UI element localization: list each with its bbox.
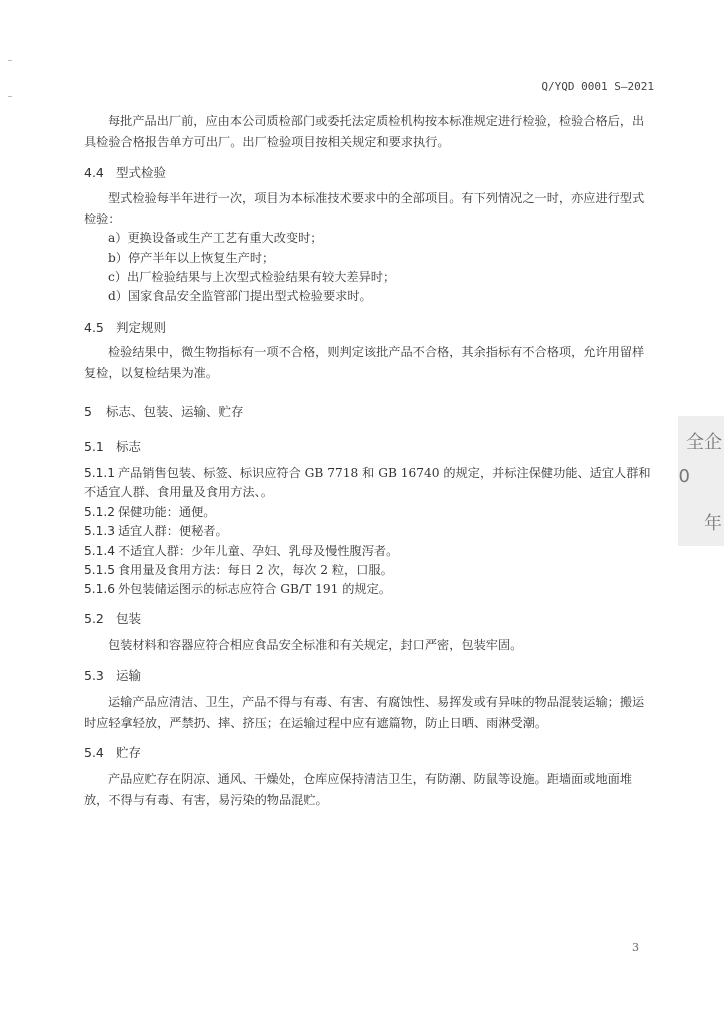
section-5-3-paragraph: 运输产品应清洁、卫生，产品不得与有毒、有害、有腐蚀性、易挥发或有异味的物品混装运输；搬运时应轻拿轻放，严禁扔、摔、挤压；在运输过程中应有遮篇物，防止日晒、雨淋受潮。 xyxy=(84,695,645,730)
clause-text: 产品销售包装、标签、标识应符合 GB 7718 和 GB 16740 的规定，并标注保健功能、适宜人群和不适宜人群、食用量及食用方法、。 xyxy=(84,466,651,499)
clause-text: 外包装储运图示的标志应符合 GB/T 191 的规定。 xyxy=(118,582,391,596)
clause-number: 5.1.5 xyxy=(84,563,116,577)
section-number: 5.2 xyxy=(84,611,104,626)
page-number: 3 xyxy=(632,941,639,954)
clause-5-1-6 xyxy=(84,580,654,599)
section-4-5-paragraph: 检验结果中，微生物指标有一项不合格，则判定该批产品不合格，其余指标有不合格项，允许用留样复检，以复检结果为准。 xyxy=(84,345,645,380)
section-5-2-paragraph: 包装材料和容器应符合相应食品安全标准和有关规定，封口严密，包装牢固。 xyxy=(108,638,523,652)
clause-5-1-4 xyxy=(84,542,654,561)
section-title: 包装 xyxy=(115,611,141,626)
section-5-4-paragraph: 产品应贮存在阴凉、通风、干燥处，仓库应保持清洁卫生，有防潮、防鼠等设施。距墙面或地面堆放，不得与有毒、有害，易污染的物品混贮。 xyxy=(84,772,633,807)
section-number: 5.4 xyxy=(84,745,104,760)
section-5-1-heading xyxy=(84,437,141,455)
clause-5-1-1 xyxy=(84,464,654,502)
section-number: 5 xyxy=(84,404,92,419)
section-number: 5.3 xyxy=(84,668,104,683)
scan-mark xyxy=(8,60,12,61)
section-5-3-heading xyxy=(84,666,141,684)
stamp-text: 全企 xyxy=(686,432,722,453)
seal-stamp-fragment xyxy=(678,416,724,546)
clause-text: 食用量及食用方法：每日 2 次，每次 2 粒，口服。 xyxy=(118,563,393,577)
clause-number: 5.1.6 xyxy=(84,582,116,596)
section-title: 贮存 xyxy=(115,745,141,760)
clause-number: 5.1.2 xyxy=(84,505,116,519)
section-number: 5.1 xyxy=(84,439,104,454)
clause-5-1-2 xyxy=(84,503,654,522)
clause-number: 5.1.4 xyxy=(84,544,116,558)
scan-mark xyxy=(8,96,12,97)
clause-text: 适宜人群：便秘者。 xyxy=(118,524,228,538)
clause-number: 5.1.3 xyxy=(84,524,116,538)
section-title: 标志、包装、运输、贮存 xyxy=(105,404,244,419)
section-number: 4.4 xyxy=(84,165,104,180)
list-item: b）停产半年以上恢复生产时； xyxy=(108,251,275,265)
clause-5-1-3 xyxy=(84,522,654,541)
section-4-5-heading xyxy=(84,318,166,336)
clause-text: 不适宜人群：少年儿童、孕妇、乳母及慢性腹泻者。 xyxy=(118,544,399,558)
clause-number: 5.1.1 xyxy=(84,466,116,480)
chapter-5-heading xyxy=(84,402,244,420)
clause-5-1-5 xyxy=(84,561,654,580)
section-title: 标志 xyxy=(115,439,141,454)
intro-paragraph: 每批产品出厂前，应由本公司质检部门或委托法定质检机构按本标准规定进行检验，检验合格后，出具检验合格报告单方可出厂。出厂检验项目按相关规定和要求执行。 xyxy=(84,114,645,149)
standard-code: Q/YQD 0001 S—2021 xyxy=(541,80,654,93)
section-4-4-heading xyxy=(84,163,166,181)
section-title: 型式检验 xyxy=(115,165,166,180)
section-5-4-heading xyxy=(84,743,141,761)
section-title: 判定规则 xyxy=(115,320,166,335)
stamp-text: 0 xyxy=(678,466,690,487)
section-number: 4.5 xyxy=(84,320,104,335)
section-title: 运输 xyxy=(115,668,141,683)
section-5-2-heading xyxy=(84,609,141,627)
stamp-text: 年 xyxy=(704,513,722,534)
section-4-4-paragraph: 型式检验每半年进行一次，项目为本标准技术要求中的全部项目。有下列情况之一时，亦应进行型式检验： xyxy=(84,191,645,226)
list-item: a）更换设备或生产工艺有重大改变时； xyxy=(108,231,323,245)
list-item: c）出厂检验结果与上次型式检验结果有较大差异时； xyxy=(108,270,396,284)
list-item: d）国家食品安全监管部门提出型式检验要求时。 xyxy=(108,289,372,303)
clause-text: 保健功能：通便。 xyxy=(118,505,216,519)
